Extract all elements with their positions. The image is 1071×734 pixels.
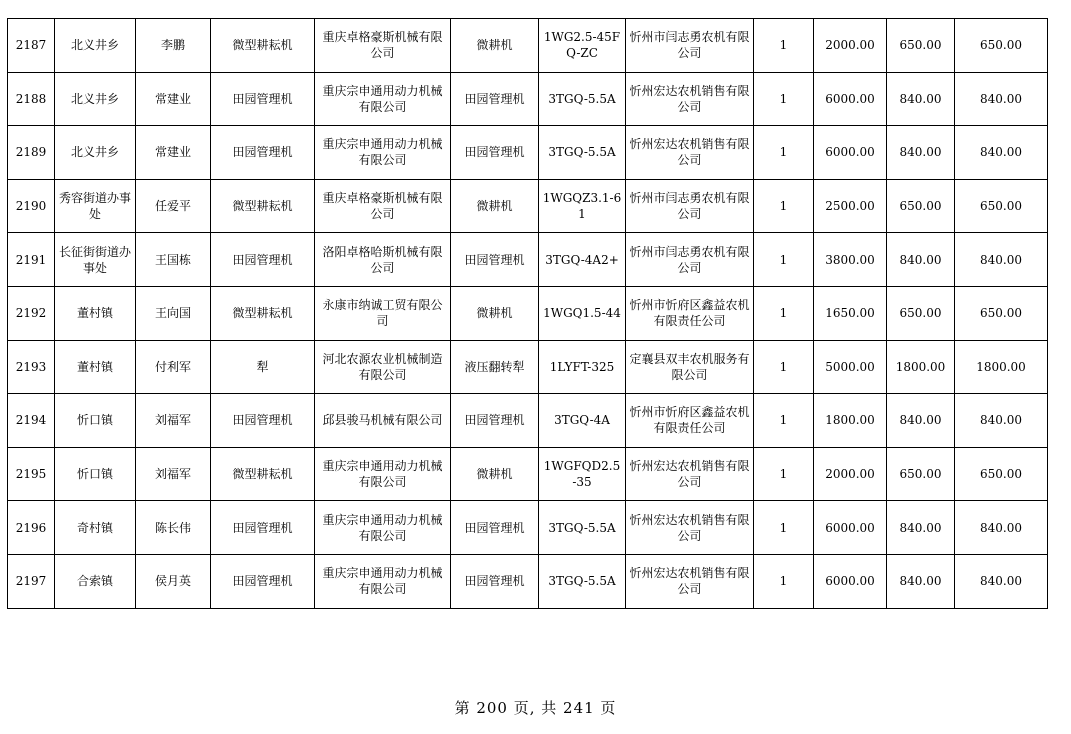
cell-row-id: 2194 <box>8 394 55 448</box>
cell-manufacturer: 永康市纳诚工贸有限公司 <box>315 286 451 340</box>
cell-machine-category: 微型耕耘机 <box>211 286 315 340</box>
cell-model-number: 1WG2.5-45FQ-ZC <box>539 19 626 73</box>
cell-product-name: 田园管理机 <box>451 233 539 287</box>
cell-sale-price: 2000.00 <box>814 19 887 73</box>
cell-manufacturer: 重庆宗申通用动力机械有限公司 <box>315 554 451 608</box>
cell-manufacturer: 重庆卓格豪斯机械有限公司 <box>315 179 451 233</box>
cell-subsidy-amount: 650.00 <box>887 447 955 501</box>
cell-town: 奇村镇 <box>55 501 136 555</box>
cell-subsidy-amount: 840.00 <box>887 126 955 180</box>
cell-buyer-name: 陈长伟 <box>136 501 211 555</box>
cell-dealer: 忻州市忻府区鑫益农机有限责任公司 <box>626 394 754 448</box>
cell-machine-category: 微型耕耘机 <box>211 447 315 501</box>
cell-product-name: 微耕机 <box>451 179 539 233</box>
cell-town: 长征街街道办事处 <box>55 233 136 287</box>
cell-sale-price: 1650.00 <box>814 286 887 340</box>
cell-buyer-name: 刘福军 <box>136 447 211 501</box>
page-number: 第 200 页, 共 241 页 <box>454 699 617 717</box>
cell-dealer: 忻州宏达农机销售有限公司 <box>626 126 754 180</box>
cell-subsidy-amount: 840.00 <box>887 554 955 608</box>
cell-machine-category: 田园管理机 <box>211 233 315 287</box>
cell-machine-category: 微型耕耘机 <box>211 19 315 73</box>
cell-machine-category: 田园管理机 <box>211 554 315 608</box>
cell-quantity: 1 <box>754 394 814 448</box>
cell-machine-category: 田园管理机 <box>211 501 315 555</box>
cell-quantity: 1 <box>754 286 814 340</box>
cell-total-subsidy: 650.00 <box>955 447 1048 501</box>
cell-subsidy-amount: 650.00 <box>887 19 955 73</box>
cell-subsidy-amount: 840.00 <box>887 501 955 555</box>
cell-total-subsidy: 840.00 <box>955 233 1048 287</box>
cell-row-id: 2195 <box>8 447 55 501</box>
cell-town: 忻口镇 <box>55 394 136 448</box>
cell-town: 秀容街道办事处 <box>55 179 136 233</box>
cell-buyer-name: 付利军 <box>136 340 211 394</box>
cell-quantity: 1 <box>754 126 814 180</box>
cell-row-id: 2191 <box>8 233 55 287</box>
cell-quantity: 1 <box>754 501 814 555</box>
cell-sale-price: 1800.00 <box>814 394 887 448</box>
cell-machine-category: 田园管理机 <box>211 126 315 180</box>
cell-manufacturer: 重庆宗申通用动力机械有限公司 <box>315 126 451 180</box>
cell-model-number: 1WGFQD2.5-35 <box>539 447 626 501</box>
cell-buyer-name: 王国栋 <box>136 233 211 287</box>
cell-product-name: 田园管理机 <box>451 394 539 448</box>
cell-total-subsidy: 840.00 <box>955 554 1048 608</box>
cell-row-id: 2197 <box>8 554 55 608</box>
cell-buyer-name: 王向国 <box>136 286 211 340</box>
table-row <box>8 394 1048 448</box>
cell-subsidy-amount: 650.00 <box>887 179 955 233</box>
cell-quantity: 1 <box>754 72 814 126</box>
cell-sale-price: 6000.00 <box>814 126 887 180</box>
cell-town: 北义井乡 <box>55 126 136 180</box>
cell-row-id: 2193 <box>8 340 55 394</box>
cell-buyer-name: 李鹏 <box>136 19 211 73</box>
cell-model-number: 3TGQ-5.5A <box>539 501 626 555</box>
cell-sale-price: 6000.00 <box>814 554 887 608</box>
cell-total-subsidy: 650.00 <box>955 179 1048 233</box>
cell-machine-category: 田园管理机 <box>211 72 315 126</box>
cell-buyer-name: 侯月英 <box>136 554 211 608</box>
subsidy-table <box>7 18 1048 609</box>
cell-subsidy-amount: 840.00 <box>887 72 955 126</box>
cell-dealer: 忻州宏达农机销售有限公司 <box>626 447 754 501</box>
cell-buyer-name: 任爱平 <box>136 179 211 233</box>
cell-manufacturer: 重庆宗申通用动力机械有限公司 <box>315 501 451 555</box>
cell-model-number: 3TGQ-5.5A <box>539 126 626 180</box>
cell-manufacturer: 重庆宗申通用动力机械有限公司 <box>315 447 451 501</box>
cell-subsidy-amount: 840.00 <box>887 233 955 287</box>
cell-quantity: 1 <box>754 340 814 394</box>
cell-dealer: 忻州宏达农机销售有限公司 <box>626 501 754 555</box>
table-row <box>8 72 1048 126</box>
table-row <box>8 501 1048 555</box>
cell-town: 北义井乡 <box>55 19 136 73</box>
cell-subsidy-amount: 1800.00 <box>887 340 955 394</box>
cell-dealer: 忻州市闫志勇农机有限公司 <box>626 19 754 73</box>
cell-row-id: 2189 <box>8 126 55 180</box>
table-row <box>8 126 1048 180</box>
cell-machine-category: 微型耕耘机 <box>211 179 315 233</box>
table-row <box>8 179 1048 233</box>
cell-dealer: 忻州宏达农机销售有限公司 <box>626 554 754 608</box>
cell-machine-category: 犁 <box>211 340 315 394</box>
cell-quantity: 1 <box>754 179 814 233</box>
cell-row-id: 2188 <box>8 72 55 126</box>
cell-town: 忻口镇 <box>55 447 136 501</box>
cell-total-subsidy: 650.00 <box>955 19 1048 73</box>
cell-sale-price: 6000.00 <box>814 501 887 555</box>
cell-product-name: 田园管理机 <box>451 72 539 126</box>
cell-dealer: 定襄县双丰农机服务有限公司 <box>626 340 754 394</box>
cell-sale-price: 2000.00 <box>814 447 887 501</box>
table-row <box>8 340 1048 394</box>
cell-dealer: 忻州宏达农机销售有限公司 <box>626 72 754 126</box>
cell-quantity: 1 <box>754 233 814 287</box>
cell-manufacturer: 河北农源农业机械制造有限公司 <box>315 340 451 394</box>
cell-quantity: 1 <box>754 554 814 608</box>
cell-product-name: 液压翻转犁 <box>451 340 539 394</box>
cell-manufacturer: 邱县骏马机械有限公司 <box>315 394 451 448</box>
cell-total-subsidy: 650.00 <box>955 286 1048 340</box>
cell-buyer-name: 刘福军 <box>136 394 211 448</box>
cell-product-name: 田园管理机 <box>451 554 539 608</box>
cell-row-id: 2196 <box>8 501 55 555</box>
cell-town: 合索镇 <box>55 554 136 608</box>
cell-buyer-name: 常建业 <box>136 126 211 180</box>
cell-total-subsidy: 840.00 <box>955 126 1048 180</box>
cell-quantity: 1 <box>754 19 814 73</box>
cell-buyer-name: 常建业 <box>136 72 211 126</box>
table-row <box>8 233 1048 287</box>
cell-model-number: 3TGQ-4A2+ <box>539 233 626 287</box>
cell-town: 董村镇 <box>55 286 136 340</box>
cell-row-id: 2190 <box>8 179 55 233</box>
cell-total-subsidy: 840.00 <box>955 394 1048 448</box>
cell-subsidy-amount: 650.00 <box>887 286 955 340</box>
cell-total-subsidy: 840.00 <box>955 72 1048 126</box>
cell-row-id: 2187 <box>8 19 55 73</box>
cell-model-number: 3TGQ-4A <box>539 394 626 448</box>
cell-manufacturer: 重庆宗申通用动力机械有限公司 <box>315 72 451 126</box>
table-row <box>8 286 1048 340</box>
cell-model-number: 3TGQ-5.5A <box>539 554 626 608</box>
cell-manufacturer: 重庆卓格豪斯机械有限公司 <box>315 19 451 73</box>
cell-dealer: 忻州市忻府区鑫益农机有限责任公司 <box>626 286 754 340</box>
cell-quantity: 1 <box>754 447 814 501</box>
cell-sale-price: 5000.00 <box>814 340 887 394</box>
cell-total-subsidy: 1800.00 <box>955 340 1048 394</box>
cell-product-name: 微耕机 <box>451 447 539 501</box>
cell-total-subsidy: 840.00 <box>955 501 1048 555</box>
cell-row-id: 2192 <box>8 286 55 340</box>
cell-model-number: 1WGQ1.5-44 <box>539 286 626 340</box>
cell-model-number: 1LYFT-325 <box>539 340 626 394</box>
cell-product-name: 田园管理机 <box>451 501 539 555</box>
cell-sale-price: 2500.00 <box>814 179 887 233</box>
cell-model-number: 1WGQZ3.1-61 <box>539 179 626 233</box>
table-row <box>8 447 1048 501</box>
cell-dealer: 忻州市闫志勇农机有限公司 <box>626 179 754 233</box>
cell-subsidy-amount: 840.00 <box>887 394 955 448</box>
cell-manufacturer: 洛阳卓格哈斯机械有限公司 <box>315 233 451 287</box>
cell-dealer: 忻州市闫志勇农机有限公司 <box>626 233 754 287</box>
table-row <box>8 19 1048 73</box>
cell-product-name: 微耕机 <box>451 286 539 340</box>
table-row <box>8 554 1048 608</box>
cell-town: 董村镇 <box>55 340 136 394</box>
cell-model-number: 3TGQ-5.5A <box>539 72 626 126</box>
cell-sale-price: 3800.00 <box>814 233 887 287</box>
cell-product-name: 田园管理机 <box>451 126 539 180</box>
cell-product-name: 微耕机 <box>451 19 539 73</box>
cell-sale-price: 6000.00 <box>814 72 887 126</box>
cell-town: 北义井乡 <box>55 72 136 126</box>
cell-machine-category: 田园管理机 <box>211 394 315 448</box>
